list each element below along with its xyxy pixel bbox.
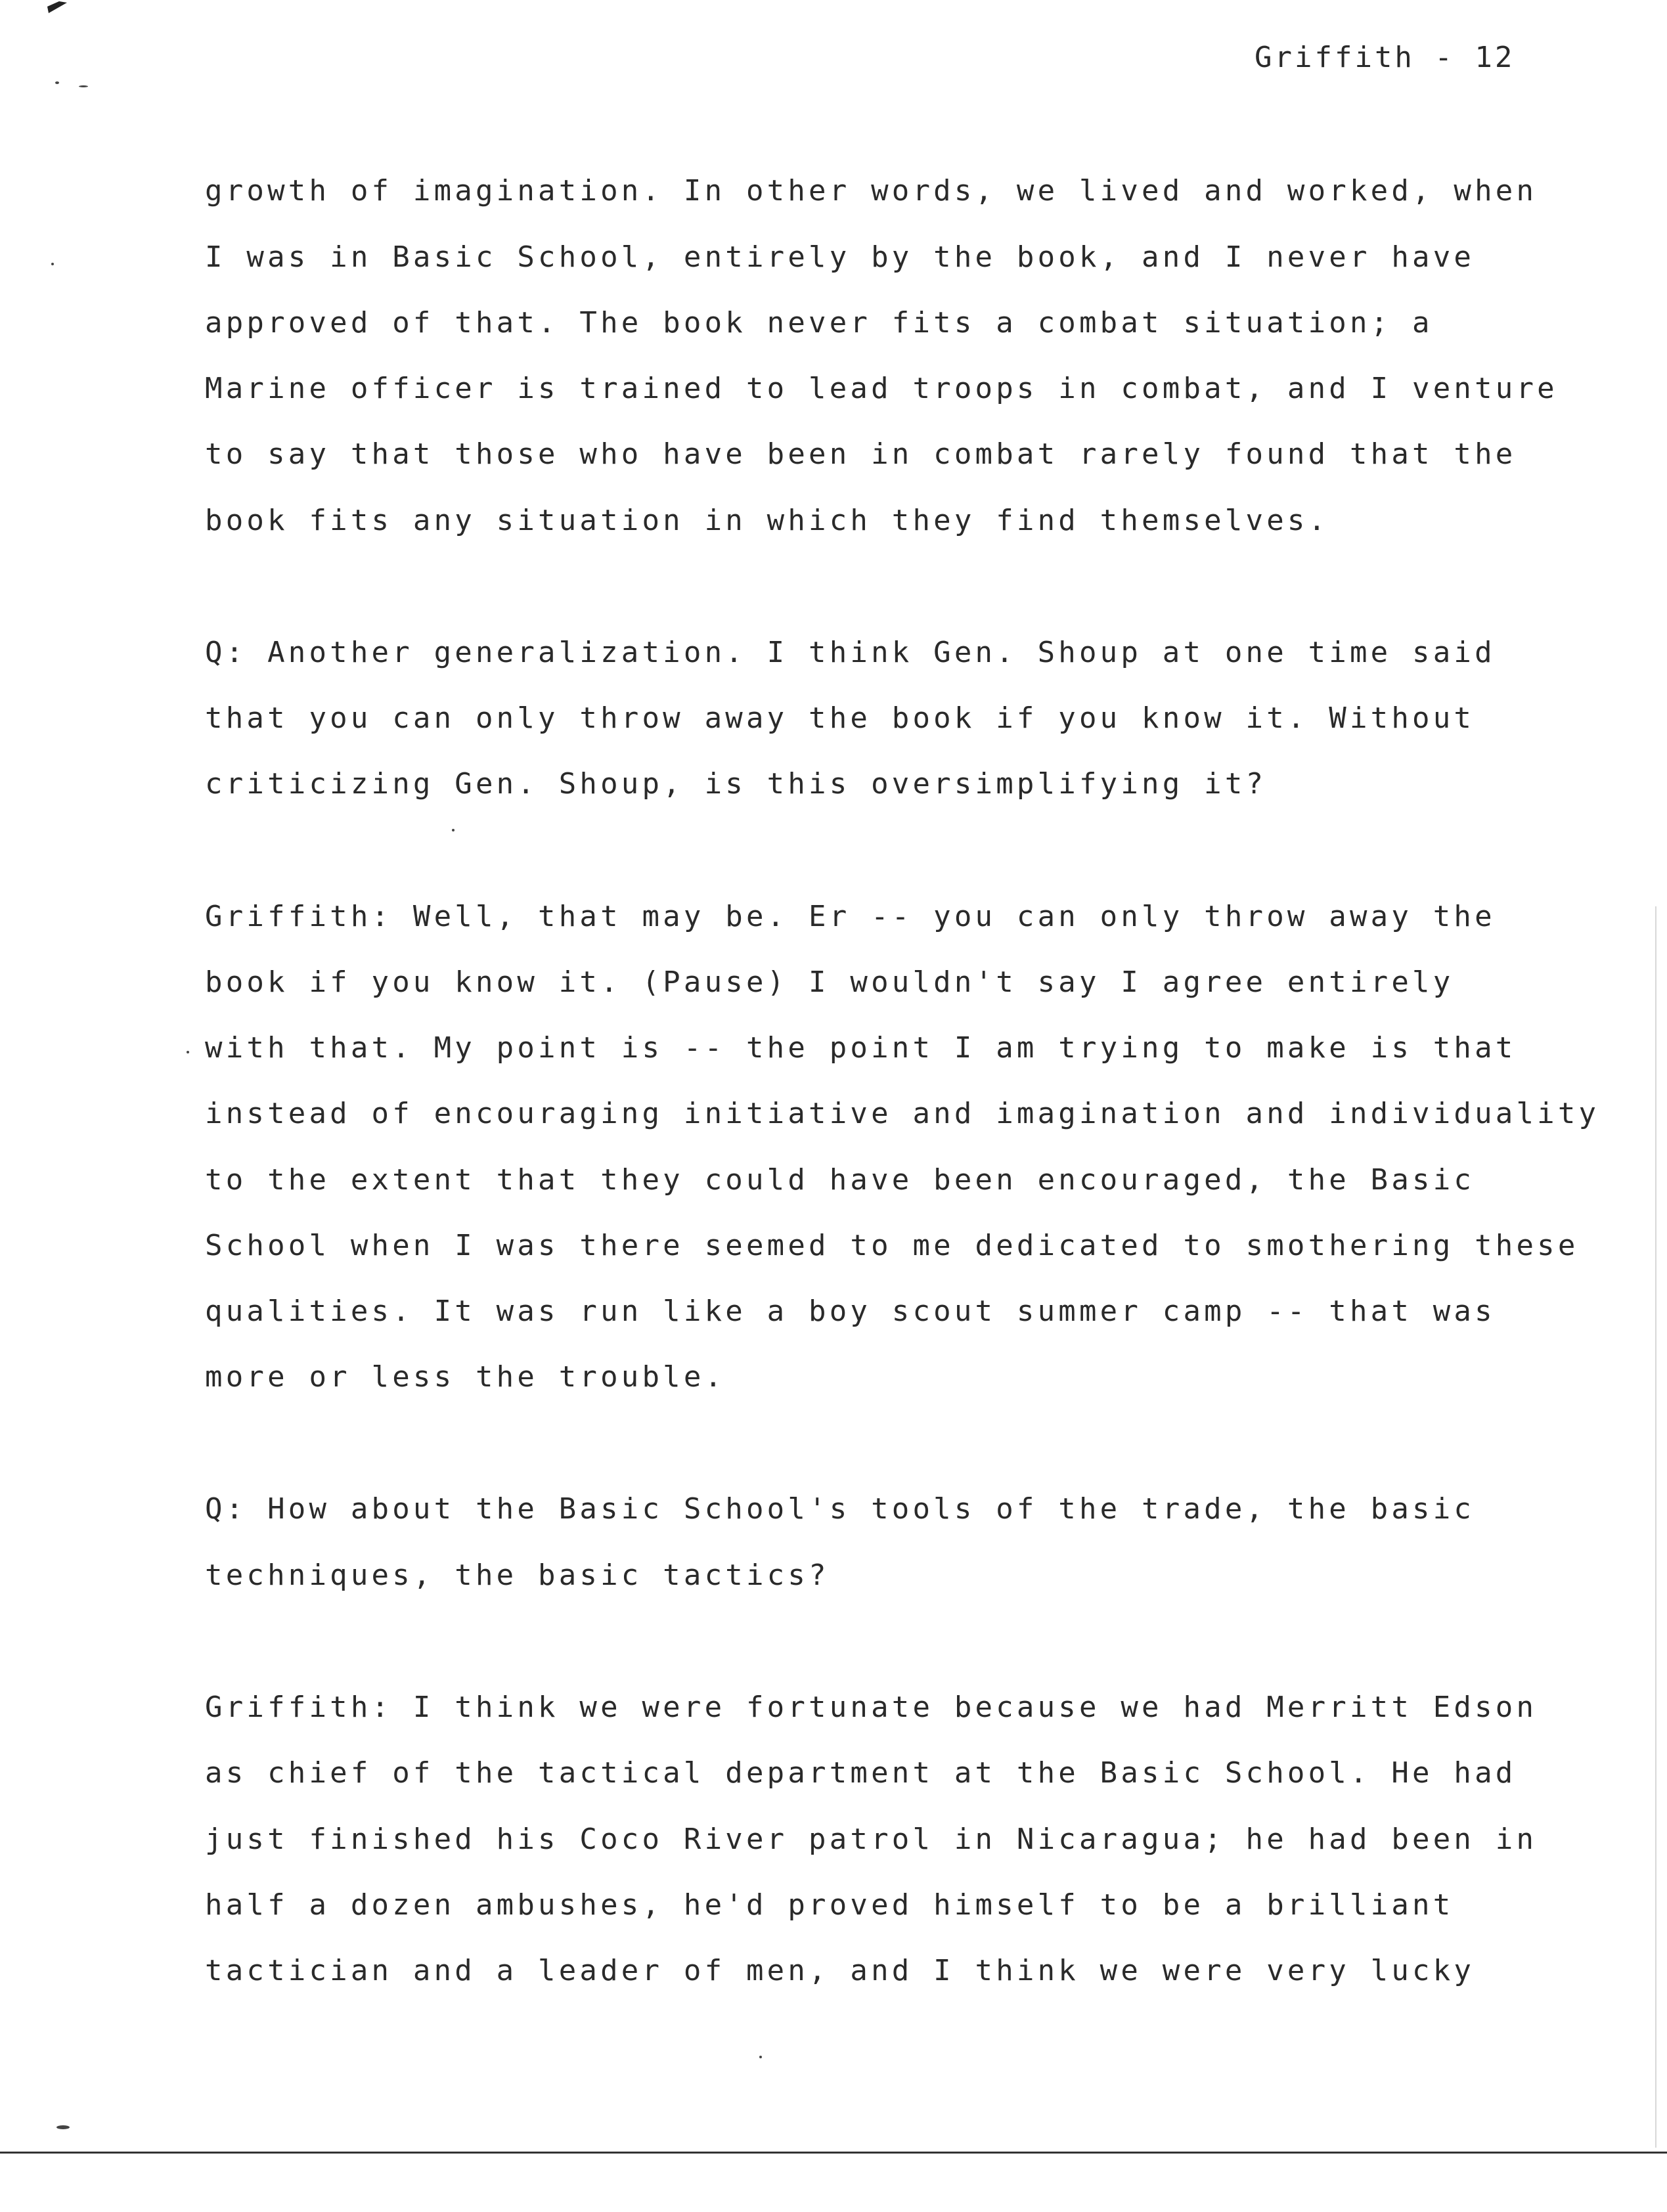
text-line: Q: How about the Basic School's tools of the trade, the basic [205, 1492, 1475, 1526]
scan-speck [79, 85, 88, 87]
text-line: as chief of the tactical department at the Basic School. He had [205, 1756, 1517, 1790]
scan-speck [55, 81, 59, 84]
scan-mark-icon [46, 0, 68, 14]
scan-speck [51, 263, 54, 265]
text-line: book fits any situation in which they find themselves. [205, 504, 1329, 537]
text-line: book if you know it. (Pause) I wouldn't say I agree entirely [205, 965, 1454, 999]
text-line: to say that those who have been in combat rarely found that the [205, 437, 1517, 471]
text-line: School when I was there seemed to me dedicated to smothering these [205, 1229, 1579, 1262]
text-line: criticizing Gen. Shoup, is this oversimplifying it? [205, 767, 1267, 801]
text-line: that you can only throw away the book if you know it. Without [205, 701, 1475, 735]
text-line: Q: Another generalization. I think Gen. Shoup at one time said [205, 636, 1496, 669]
text-line: Griffith: I think we were fortunate because we had Merritt Edson [205, 1691, 1538, 1724]
scan-speck [56, 2125, 70, 2129]
text-line: Griffith: Well, that may be. Er -- you can only throw away the [205, 900, 1496, 933]
text-line: more or less the trouble. [205, 1360, 726, 1394]
text-line: tactician and a leader of men, and I think we were very lucky [205, 1954, 1475, 1987]
text-line: just finished his Coco River patrol in Nicaragua; he had been in [205, 1823, 1538, 1856]
text-line: to the extent that they could have been encouraged, the Basic [205, 1163, 1475, 1197]
text-line: growth of imagination. In other words, we lived and worked, when [205, 174, 1538, 208]
page-header: Griffith - 12 [1255, 41, 1515, 74]
page-bottom-edge [0, 2152, 1667, 2154]
text-line: Marine officer is trained to lead troops in combat, and I venture [205, 372, 1558, 405]
text-line: instead of encouraging initiative and imagination and individuality [205, 1097, 1600, 1130]
text-line: qualities. It was run like a boy scout summer camp -- that was [205, 1294, 1496, 1328]
scan-speck [187, 1051, 189, 1053]
scan-speck [759, 2056, 762, 2058]
text-line: techniques, the basic tactics? [205, 1559, 830, 1592]
page-edge [1655, 906, 1656, 2148]
text-line: approved of that. The book never fits a combat situation; a [205, 306, 1433, 340]
scan-speck [452, 829, 455, 831]
text-line: with that. My point is -- the point I am trying to make is that [205, 1031, 1517, 1065]
text-line: I was in Basic School, entirely by the book, and I never have [205, 240, 1475, 274]
text-line: half a dozen ambushes, he'd proved himself to be a brilliant [205, 1888, 1454, 1922]
